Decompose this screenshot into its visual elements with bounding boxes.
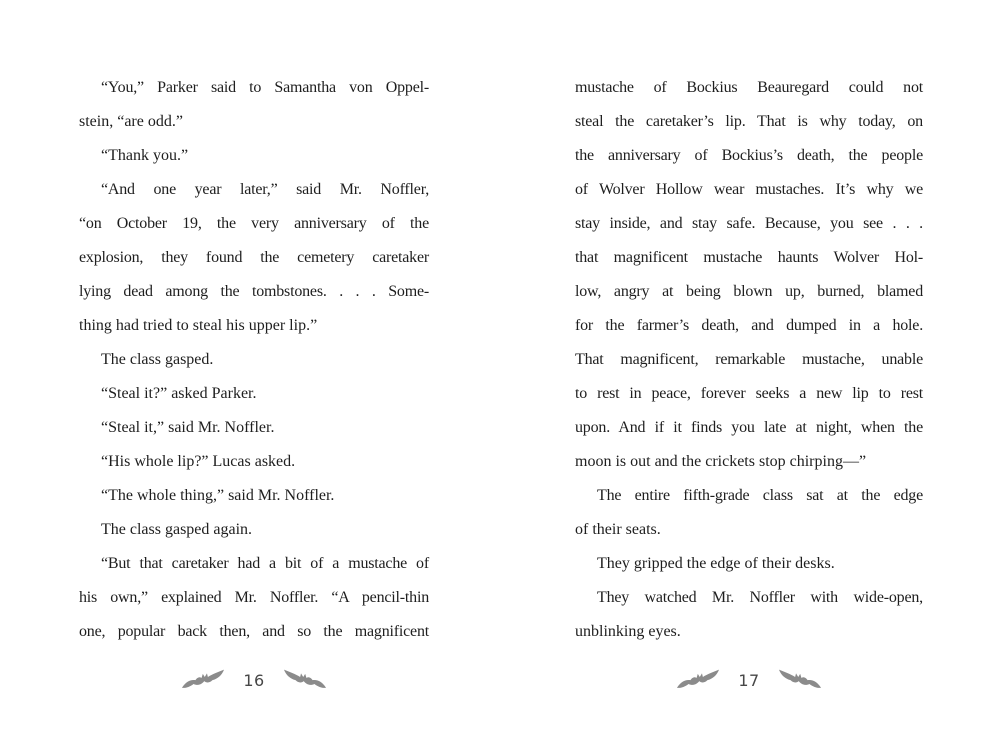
text-line: “Steal it?” asked Parker. bbox=[101, 385, 257, 402]
text-line: “Thank you.” bbox=[101, 147, 189, 164]
bat-right-icon bbox=[777, 668, 823, 692]
text-line: the anniversary of Bockius’s death, the people bbox=[575, 147, 923, 164]
text-line: thing had tried to steal his upper lip.” bbox=[79, 317, 318, 334]
text-line: for the farmer’s death, and dumped in a hole. bbox=[575, 317, 923, 334]
page-text bbox=[79, 71, 429, 649]
text-line: “Steal it,” said Mr. Noffler. bbox=[101, 419, 275, 436]
page-footer bbox=[575, 662, 923, 698]
text-line: upon. And if it finds you late at night, when the bbox=[575, 419, 923, 436]
text-line: explosion, they found the cemetery caretaker bbox=[79, 249, 429, 266]
page-left bbox=[79, 0, 429, 744]
text-line: “But that caretaker had a bit of a mustache of bbox=[101, 555, 429, 572]
text-line: one, popular back then, and so the magnificent bbox=[79, 623, 429, 640]
text-line: The class gasped. bbox=[101, 351, 214, 368]
text-line: of their seats. bbox=[575, 521, 661, 538]
page-right bbox=[575, 0, 923, 744]
text-line: of Wolver Hollow wear mustaches. It’s why we bbox=[575, 181, 923, 198]
text-line: “You,” Parker said to Samantha von Oppel- bbox=[101, 79, 429, 96]
text-line: stein, “are odd.” bbox=[79, 113, 183, 130]
text-line: moon is out and the crickets stop chirping—” bbox=[575, 453, 867, 470]
text-line: to rest in peace, forever seeks a new lip to rest bbox=[575, 385, 923, 402]
text-line: that magnificent mustache haunts Wolver Hol- bbox=[575, 249, 923, 266]
text-line: stay inside, and stay safe. Because, you see . . . bbox=[575, 215, 923, 232]
page-number: 16 bbox=[243, 670, 265, 690]
text-line: low, angry at being blown up, burned, blamed bbox=[575, 283, 923, 300]
text-line: The entire fifth-grade class sat at the edge bbox=[597, 487, 923, 504]
text-line: “His whole lip?” Lucas asked. bbox=[101, 453, 296, 470]
text-line: They gripped the edge of their desks. bbox=[597, 555, 835, 572]
bat-left-icon bbox=[180, 668, 226, 692]
text-line: That magnificent, remarkable mustache, unable bbox=[575, 351, 923, 368]
bat-right-icon bbox=[282, 668, 328, 692]
page-text bbox=[575, 71, 923, 649]
text-line: “The whole thing,” said Mr. Noffler. bbox=[101, 487, 335, 504]
text-line: “on October 19, the very anniversary of the bbox=[79, 215, 429, 232]
text-line: They watched Mr. Noffler with wide-open, bbox=[597, 589, 923, 606]
text-line: lying dead among the tombstones. . . . Some- bbox=[79, 283, 429, 300]
text-line: his own,” explained Mr. Noffler. “A pencil-thin bbox=[79, 589, 429, 606]
bat-left-icon bbox=[675, 668, 721, 692]
page-footer bbox=[79, 662, 429, 698]
text-line: steal the caretaker’s lip. That is why today, on bbox=[575, 113, 923, 130]
text-line: “And one year later,” said Mr. Noffler, bbox=[101, 181, 429, 198]
text-line: unblinking eyes. bbox=[575, 623, 681, 640]
text-line: The class gasped again. bbox=[101, 521, 253, 538]
text-line: mustache of Bockius Beauregard could not bbox=[575, 79, 923, 96]
page-number: 17 bbox=[738, 670, 760, 690]
